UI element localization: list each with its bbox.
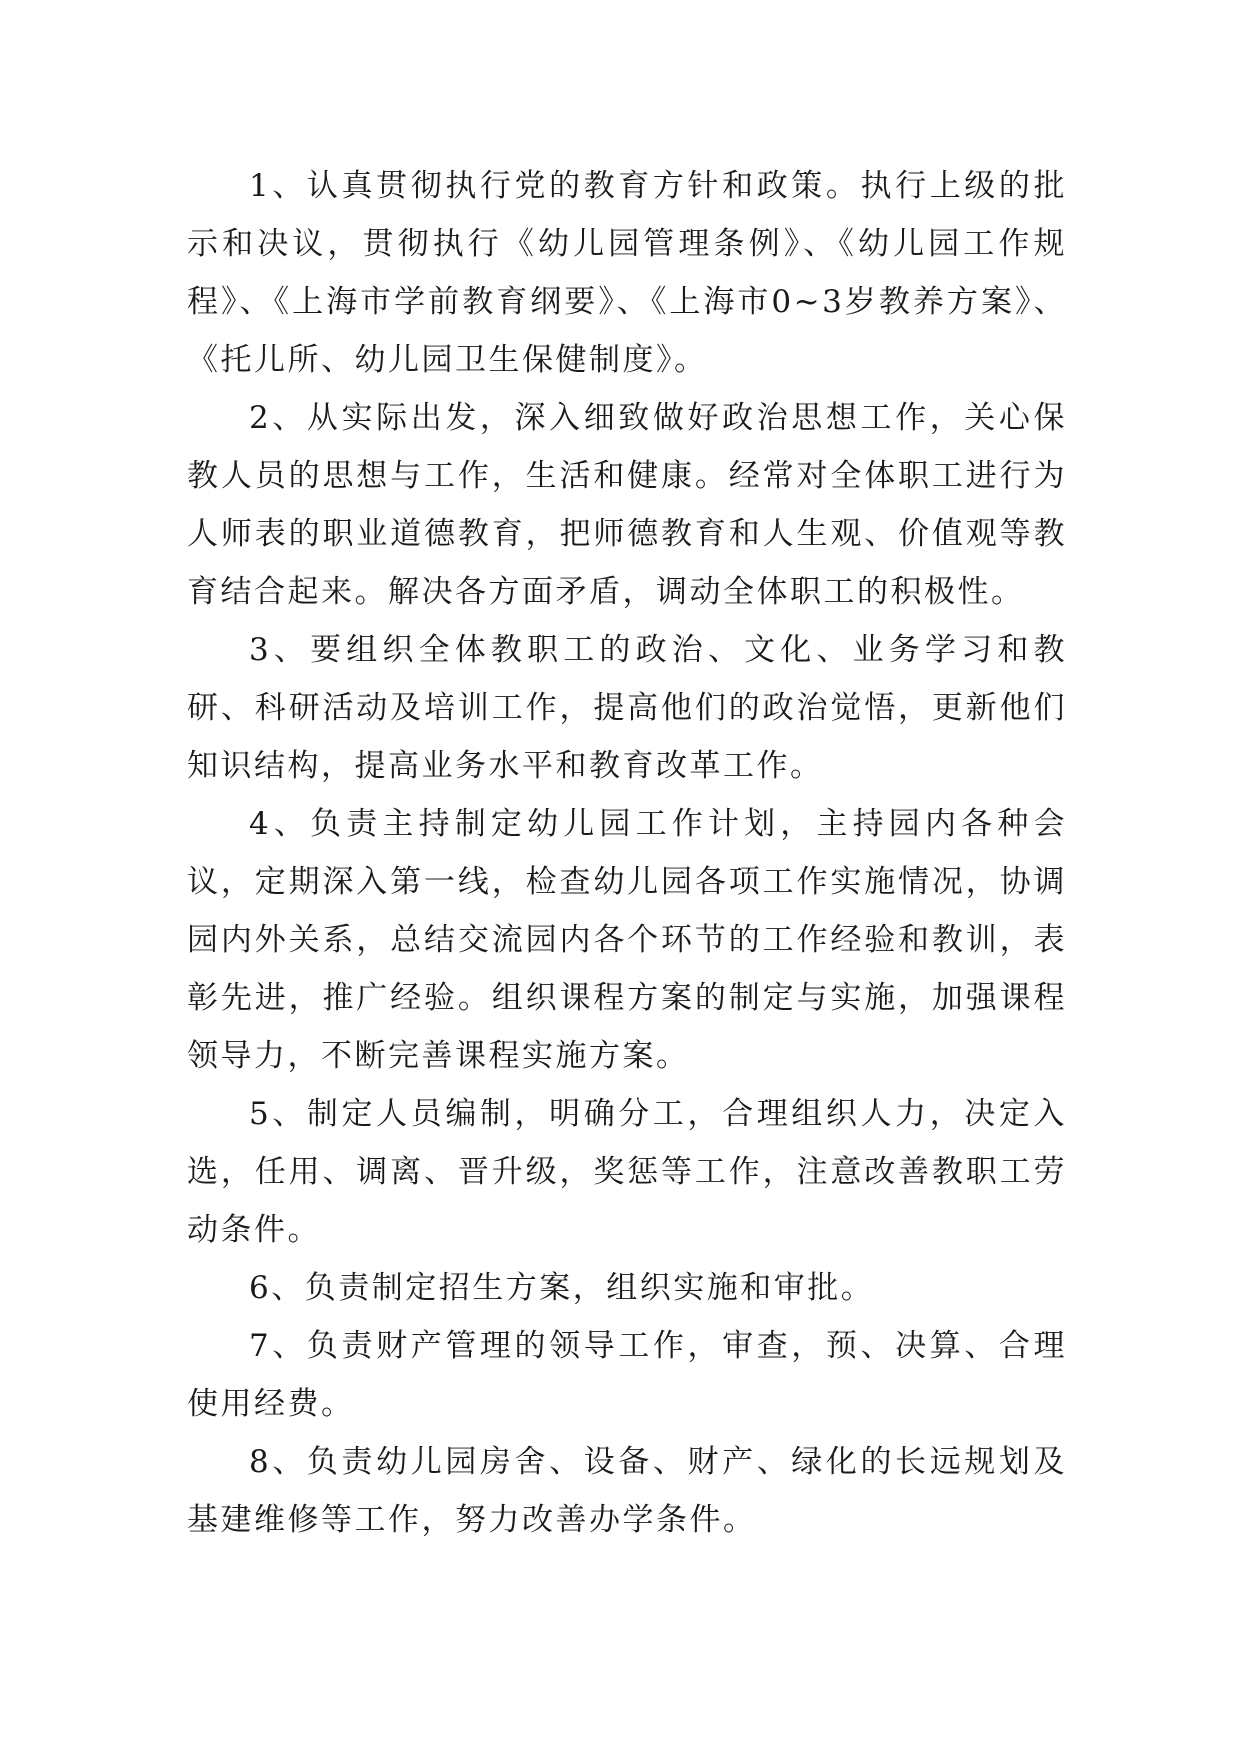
paragraph-3: 3、要组织全体教职工的政治、文化、业务学习和教研、科研活动及培训工作，提高他们的政治觉悟，更新他们知识结构，提高业务水平和教育改革工作。 (187, 632, 1067, 784)
paragraph-5: 5、制定人员编制，明确分工，合理组织人力，决定入选，任用、调离、晋升级，奖惩等工作，注意改善教职工劳动条件。 (187, 1096, 1067, 1248)
document-body (187, 157, 1067, 1549)
paragraph-1: 1、认真贯彻执行党的教育方针和政策。执行上级的批示和决议，贯彻执行《幼儿园管理条例》、《幼儿园工作规程》、《上海市学前教育纲要》、《上海市0~3岁教养方案》、《托儿所、幼儿园卫生保健制度》。 (187, 168, 1067, 378)
paragraph-8: 8、负责幼儿园房舍、设备、财产、绿化的长远规划及基建维修等工作，努力改善办学条件。 (187, 1444, 1067, 1538)
paragraph-4: 4、负责主持制定幼儿园工作计划，主持园内各种会议，定期深入第一线，检查幼儿园各项工作实施情况，协调园内外关系，总结交流园内各个环节的工作经验和教训，表彰先进，推广经验。组织课程方案的制定与实施，加强课程领导力，不断完善课程实施方案。 (187, 806, 1067, 1074)
paragraph-6: 6、负责制定招生方案，组织实施和审批。 (249, 1270, 875, 1306)
paragraph-7: 7、负责财产管理的领导工作，审查，预、决算、合理使用经费。 (187, 1328, 1067, 1422)
paragraph-2: 2、从实际出发，深入细致做好政治思想工作，关心保教人员的思想与工作，生活和健康。经常对全体职工进行为人师表的职业道德教育，把师德教育和人生观、价值观等教育结合起来。解决各方面矛盾，调动全体职工的积极性。 (187, 400, 1067, 610)
